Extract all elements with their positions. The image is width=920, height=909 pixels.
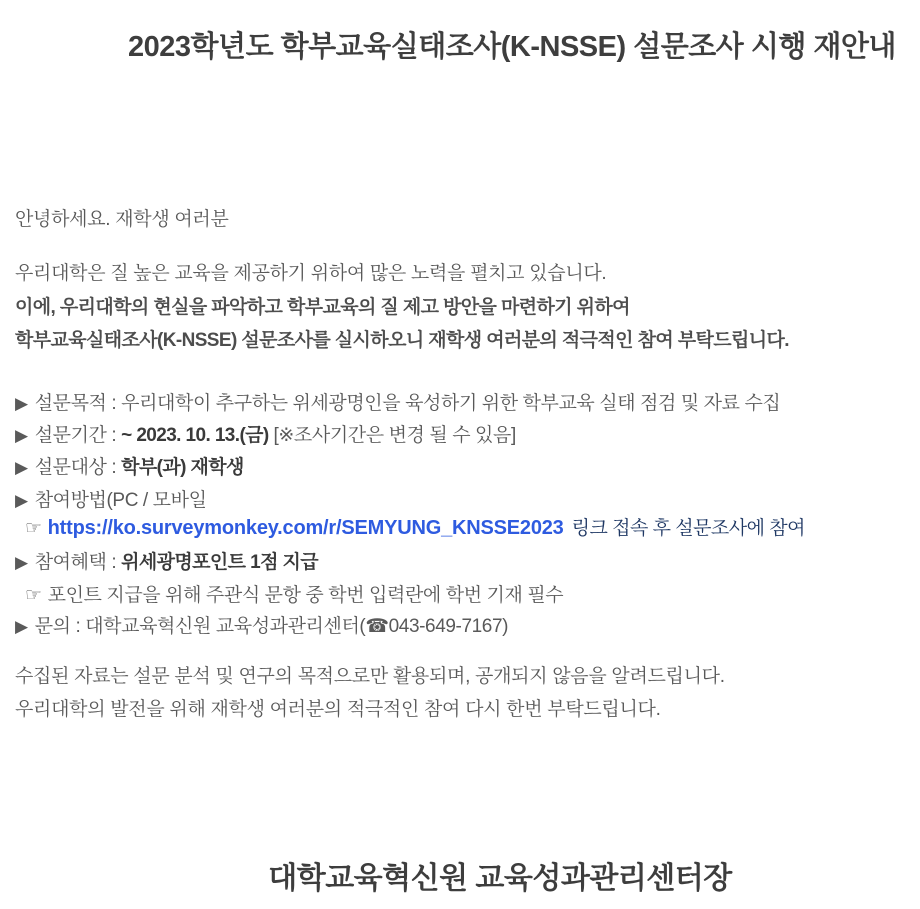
detail-purpose-text: 설문목적 : 우리대학이 추구하는 위세광명인을 육성하기 위한 학부교육 실태 점검 및 자료 수집 — [34, 393, 781, 414]
closing-line-1: 수집된 자료는 설문 분석 및 연구의 목적으로만 활용되며, 공개되지 않음을 알려드립니다. — [15, 666, 725, 687]
triangle-bullet-icon: ▶ — [15, 426, 28, 445]
closing-line-2: 우리대학의 발전을 위해 재학생 여러분의 적극적인 참여 다시 한번 부탁드립니다. — [15, 699, 661, 720]
detail-target-label: 설문대상 : — [34, 457, 122, 478]
detail-method-text: 참여방법(PC / 모바일 — [34, 490, 207, 511]
intro-line-2: 이에, 우리대학의 현실을 파악하고 학부교육의 질 제고 방안을 마련하기 위하여 — [15, 296, 630, 318]
detail-period-label: 설문기간 : — [34, 425, 122, 446]
survey-url-link[interactable]: https://ko.surveymonkey.com/r/SEMYUNG_KNSSE2023 — [47, 517, 564, 539]
detail-benefit-label: 참여혜택 : — [34, 552, 122, 573]
intro-line-3: 학부교육실태조사(K-NSSE) 설문조사를 실시하오니 재학생 여러분의 적극적인 참여 부탁드립니다. — [15, 330, 789, 351]
survey-link-line — [25, 513, 914, 540]
detail-period-date: ~ 2023. 10. 13.(금) — [121, 425, 269, 446]
intro-paragraph — [15, 257, 910, 358]
detail-target — [15, 452, 914, 479]
triangle-bullet-icon: ▶ — [15, 553, 28, 572]
detail-benefit-value: 위세광명포인트 1점 지급 — [121, 552, 319, 573]
survey-link-suffix: 링크 접속 후 설문조사에 참여 — [571, 518, 805, 539]
point-note-text: 포인트 지급을 위해 주관식 문항 중 학번 입력란에 학번 기재 필수 — [47, 585, 564, 606]
notice-title: 2023학년도 학부교육실태조사(K-NSSE) 설문조사 시행 재안내 — [128, 31, 896, 63]
pointing-hand-icon: ☞ — [25, 518, 42, 539]
detail-method — [15, 485, 914, 512]
intro-line-1: 우리대학은 질 높은 교육을 제공하기 위하여 많은 노력을 펼치고 있습니다. — [15, 263, 607, 284]
detail-purpose — [15, 388, 914, 415]
detail-benefit — [15, 547, 914, 574]
detail-contact — [15, 611, 914, 638]
triangle-bullet-icon: ▶ — [15, 458, 28, 477]
triangle-bullet-icon: ▶ — [15, 617, 28, 636]
closing-paragraph — [15, 660, 910, 726]
detail-target-value: 학부(과) 재학생 — [121, 457, 244, 478]
triangle-bullet-icon: ▶ — [15, 491, 28, 510]
greeting-line: 안녕하세요. 재학생 여러분 — [15, 209, 229, 230]
detail-period — [15, 420, 914, 447]
detail-period-note: [※조사기간은 변경 될 수 있음] — [268, 425, 516, 446]
pointing-hand-icon: ☞ — [25, 585, 42, 606]
detail-contact-text: 문의 : 대학교육혁신원 교육성과관리센터(☎043-649-7167) — [34, 616, 509, 637]
signature-line: 대학교육혁신원 교육성과관리센터장 — [268, 862, 732, 895]
triangle-bullet-icon: ▶ — [15, 394, 28, 413]
point-note-line — [25, 580, 914, 607]
